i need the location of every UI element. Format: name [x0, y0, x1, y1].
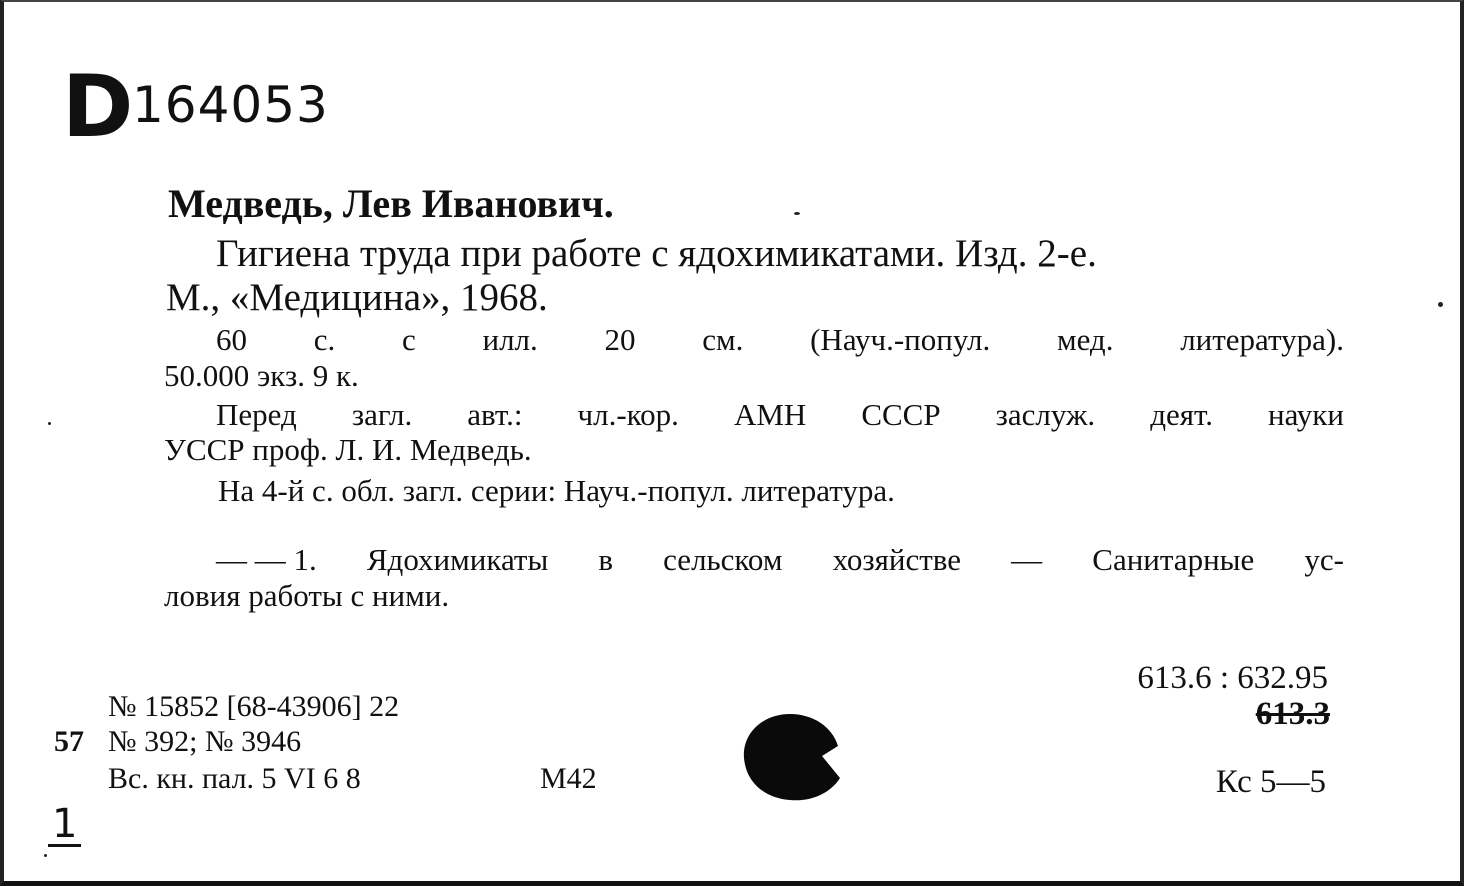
speck [1438, 302, 1443, 307]
subject-line-2: ловия работы с ними. [164, 578, 450, 613]
hand-mark: 1 [48, 804, 81, 847]
classification: 613.6 : 632.95 [1137, 660, 1328, 696]
chamber-code: М42 [540, 762, 597, 795]
record-line: № 15852 [68-43906] 22 [108, 690, 400, 723]
title-line-1: Гигиена труда при работе с ядохимикатами. Изд. 2-е. [216, 232, 1097, 275]
prefix-number: 57 [54, 725, 84, 758]
call-number: 164053 [132, 76, 329, 134]
note-2: На 4-й с. обл. загл. серии: Науч.-попул. литература. [218, 473, 895, 508]
note-1-line-2: УССР проф. Л. И. Медведь. [164, 432, 532, 467]
collation-line-1: 60 с. с илл. 20 см. (Науч.-попул. мед. литература). [216, 322, 1344, 357]
price-code: Кс 5—5 [1215, 764, 1326, 800]
record-line-2: № 392; № 3946 [108, 725, 302, 758]
classification-old: 613.3 [1255, 696, 1330, 732]
speck [44, 854, 47, 857]
collation-line-2: 50.000 экз. 9 к. [164, 358, 359, 393]
author-heading: Медведь, Лев Иванович. [168, 181, 614, 226]
subject-line-1: — — 1. Ядохимикаты в сельском хозяйстве — Санитарные ус- [216, 542, 1344, 577]
call-letter: D [62, 57, 134, 157]
punch-hole-blob [740, 712, 842, 802]
speck [48, 422, 51, 425]
title-line-2: М., «Медицина», 1968. [166, 276, 548, 319]
chamber-line: Вс. кн. пал. 5 VI 6 8 [108, 762, 361, 795]
speck [794, 212, 800, 215]
note-1-line-1: Перед загл. авт.: чл.-кор. АМН СССР заслуж. деят. науки [216, 397, 1344, 432]
